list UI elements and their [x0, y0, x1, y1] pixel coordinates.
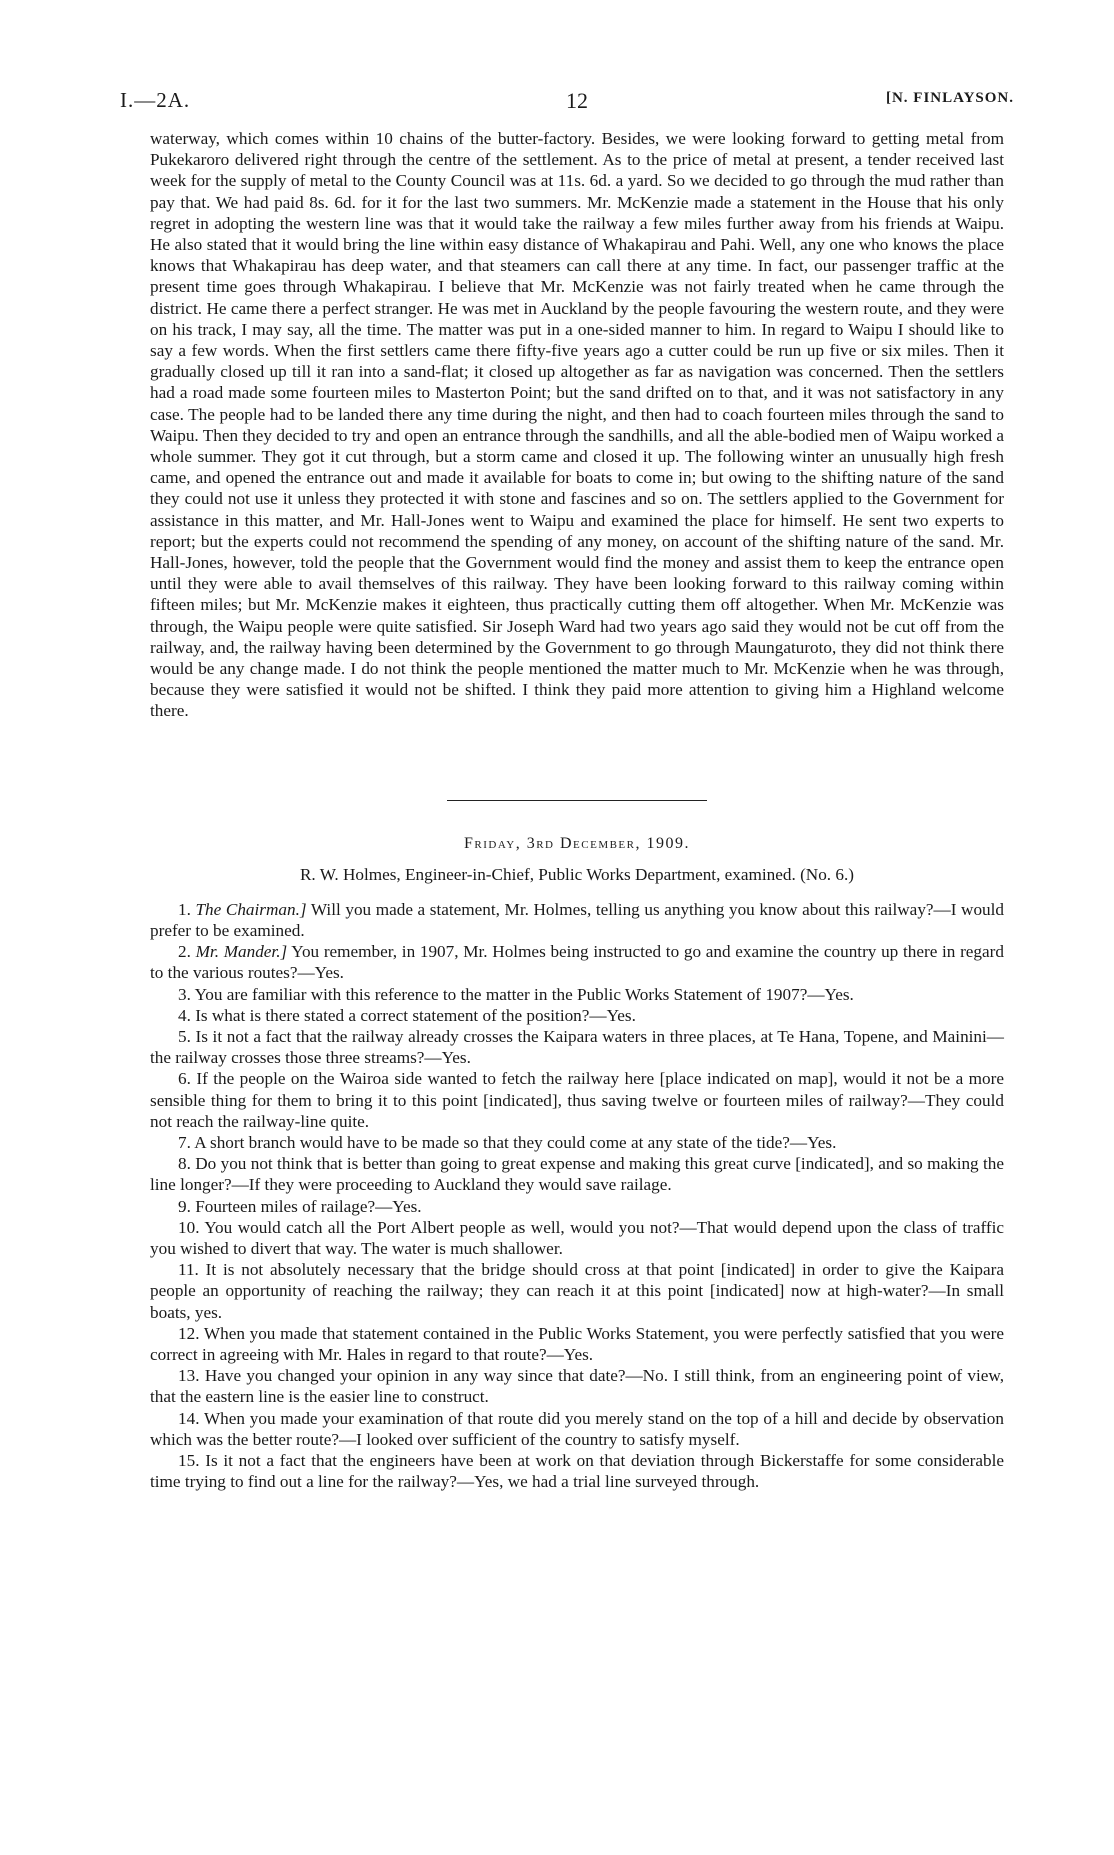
- question-text: Do you not think that is better than going to great expense and making this great curve [indicated], and so making the line longer?—If they were proceeding to Auckland they would save railage.: [150, 1154, 1005, 1195]
- question-item: [150, 899, 1004, 941]
- question-text: Is what is there stated a correct statement of the position?—Yes.: [195, 1005, 636, 1025]
- question-number: 13.: [178, 1366, 200, 1386]
- question-number: 2.: [178, 942, 191, 962]
- question-text: When you made that statement contained in the Public Works Statement, you were perfectly satisfied that you were correct in agreeing with Mr. Hales in regard to that route?—Yes.: [150, 1323, 1004, 1364]
- question-number: 9.: [178, 1196, 191, 1216]
- question-item: [150, 1259, 1004, 1323]
- question-text: It is not absolutely necessary that the bridge should cross at that point [indicated] in order to give the Kaipara people an opportunity of reaching the railway; they can reach it at this point [indicated] now at high-water?—In small boats, yes.: [150, 1260, 1005, 1322]
- question-item: [150, 1196, 1004, 1217]
- question-answer-list: [150, 899, 1004, 1493]
- question-number: 11.: [178, 1260, 199, 1280]
- question-text: When you made your examination of that route did you merely stand on the top of a hill and decide by observation which was the better route?—I looked over sufficient of the country to satisfy myself.: [150, 1408, 1004, 1449]
- question-number: 6.: [178, 1069, 191, 1089]
- question-number: 7.: [178, 1132, 191, 1152]
- page-header: [120, 88, 1014, 128]
- question-item: [150, 1132, 1004, 1153]
- question-number: 4.: [178, 1005, 191, 1025]
- examinee-heading: R. W. Holmes, Engineer-in-Chief, Public Works Department, examined. (No. 6.): [299, 864, 855, 884]
- question-item: [150, 1450, 1004, 1492]
- question-item: [150, 1217, 1004, 1259]
- question-number: 12.: [178, 1323, 200, 1343]
- question-item: [150, 1005, 1004, 1026]
- question-text: You would catch all the Port Albert people as well, would you not?—That would depend upon the class of traffic you wished to divert that way. The water is much shallower.: [150, 1217, 1004, 1258]
- question-number: 5.: [178, 1026, 191, 1046]
- question-text: Is it not a fact that the engineers have been at work on that deviation through Bickerstaffe for some considerable time trying to find out a line for the railway?—Yes, we had a trial line surveyed through.: [150, 1450, 1004, 1492]
- question-text: You remember, in 1907, Mr. Holmes being instructed to go and examine the country up there in regard to the various routes?—Yes.: [150, 942, 1004, 983]
- question-text: You are familiar with this reference to the matter in the Public Works Statement of 1907?—Yes.: [194, 984, 854, 1004]
- page-number: 12: [566, 88, 588, 113]
- question-text: A short branch would have to be made so that they could come at any state of the tide?—Yes.: [194, 1132, 837, 1152]
- question-text: Fourteen miles of railage?—Yes.: [195, 1196, 422, 1216]
- question-item: [150, 1068, 1004, 1132]
- question-number: 1.: [178, 899, 191, 919]
- question-text: Will you made a statement, Mr. Holmes, telling us anything you know about this railway?—I would prefer to be examined.: [150, 899, 1005, 940]
- question-item: [150, 1323, 1004, 1365]
- question-item: [150, 941, 1004, 983]
- section-divider: [447, 800, 707, 801]
- question-number: 8.: [178, 1154, 191, 1174]
- witness-name-header: [N. FINLAYSON.: [885, 90, 1014, 106]
- parliamentary-paper-reference: I.—2A.: [120, 88, 191, 112]
- question-item: [150, 1365, 1004, 1407]
- question-number: 10.: [178, 1217, 200, 1237]
- question-item: [150, 1408, 1004, 1450]
- question-item: [150, 984, 1004, 1005]
- question-text: Have you changed your opinion in any way since that date?—No. I still think, from an engineering point of view, that the eastern line is the easier line to construct.: [150, 1366, 1005, 1407]
- opening-testimony: [150, 128, 1004, 722]
- question-text: If the people on the Wairoa side wanted to fetch the railway here [place indicated on map], would it not be a more sensible thing for them to bring it to this point [indicated], thus saving twelve or fourteen miles of railway?—They could not reach the railway-line quite.: [150, 1069, 1004, 1131]
- question-speaker: Mr. Mander.]: [195, 942, 288, 962]
- question-item: [150, 1153, 1004, 1195]
- question-speaker: The Chairman.]: [195, 899, 307, 919]
- question-number: 14.: [178, 1408, 200, 1428]
- question-number: 3.: [178, 984, 191, 1004]
- question-number: 15.: [178, 1450, 200, 1470]
- opening-paragraph: waterway, which comes within 10 chains of the butter-factory. Besides, we were looking forward to getting metal from Pukekaroro delivered right through the centre of the settlement. As to the price of metal at present, a tender received last week for the supply of metal to the County Council was at 11s. 6d. a yard. So we decided to go through the mud rather than pay that. We had paid 8s. 6d. for it for the last two summers. Mr. McKenzie made a statement in the House that his only regret in adopting the western line was that it would take the railway a few miles further away from his friends at Waipu. He also stated that it would bring the line within easy distance of Whakapirau and Pahi. Well, any one who knows the place knows that Whakapirau has deep water, and that steamers can call there at any time. In fact, our passenger traffic at the present time goes through Whakapirau. I believe that Mr. McKenzie was not fairly treated when he came through the district. He came there a perfect stranger. He was met in Auckland by the people favouring the western route, and they were on his track, I may say, all the time. The matter was put in a one-sided manner to him. In regard to Waipu I should like to say a few words. When the first settlers came there fifty-five years ago a cutter could be run up five or six miles. Then it gradually closed up till it ran into a sand-flat; it closed up altogether as far as navigation was concerned. Then the settlers had a road made some fourteen miles to Masterton Point; but the sand drifted on to that, and it was not satisfactory in any case. The people had to be landed there any time during the night, and then had to coach fourteen miles through the sand to Waipu. Then they decided to try and open an entrance through the sandhills, and all the able-bodied men of Waipu worked a whole summer. They got it cut through, but a storm came and closed it up. The following winter an unusually high fresh came, and opened the entrance out and made it available for boats to come in; but owing to the shifting nature of the sand they could not use it unless they protected it with stone and fascines and so on. The settlers applied to the Government for assistance in this matter, and Mr. Hall-Jones went to Waipu and examined the place for himself. He sent two experts to report; but the experts could not recommend the spending of any money, on account of the shifting nature of the sand. Mr. Hall-Jones, however, told the people that the Government would find the money and assist them to keep the entrance open until they were able to avail themselves of this railway. They have been looking forward to this railway coming within fifteen miles; but Mr. McKenzie makes it eighteen, thus practically cutting them off altogether. When Mr. McKenzie was through, the Waipu people were quite satisfied. Sir Joseph Ward had two years ago said they would not be cut off from the railway, and, the railway having been determined by the Government to go through Maungaturoto, they did not think there would be any change made. I do not think the people mentioned the matter much to Mr. McKenzie when he was through, because they were satisfied it would not be shifted. I think they paid more attention to giving him a Highland welcome there.: [150, 129, 1004, 721]
- question-item: [150, 1026, 1004, 1068]
- question-text: Is it not a fact that the railway already crosses the Kaipara waters in three places, at Te Hana, Topene, and Mainini—the railway crosses those three streams?—Yes.: [150, 1026, 1004, 1068]
- session-date: Friday, 3rd December, 1909.: [463, 834, 690, 852]
